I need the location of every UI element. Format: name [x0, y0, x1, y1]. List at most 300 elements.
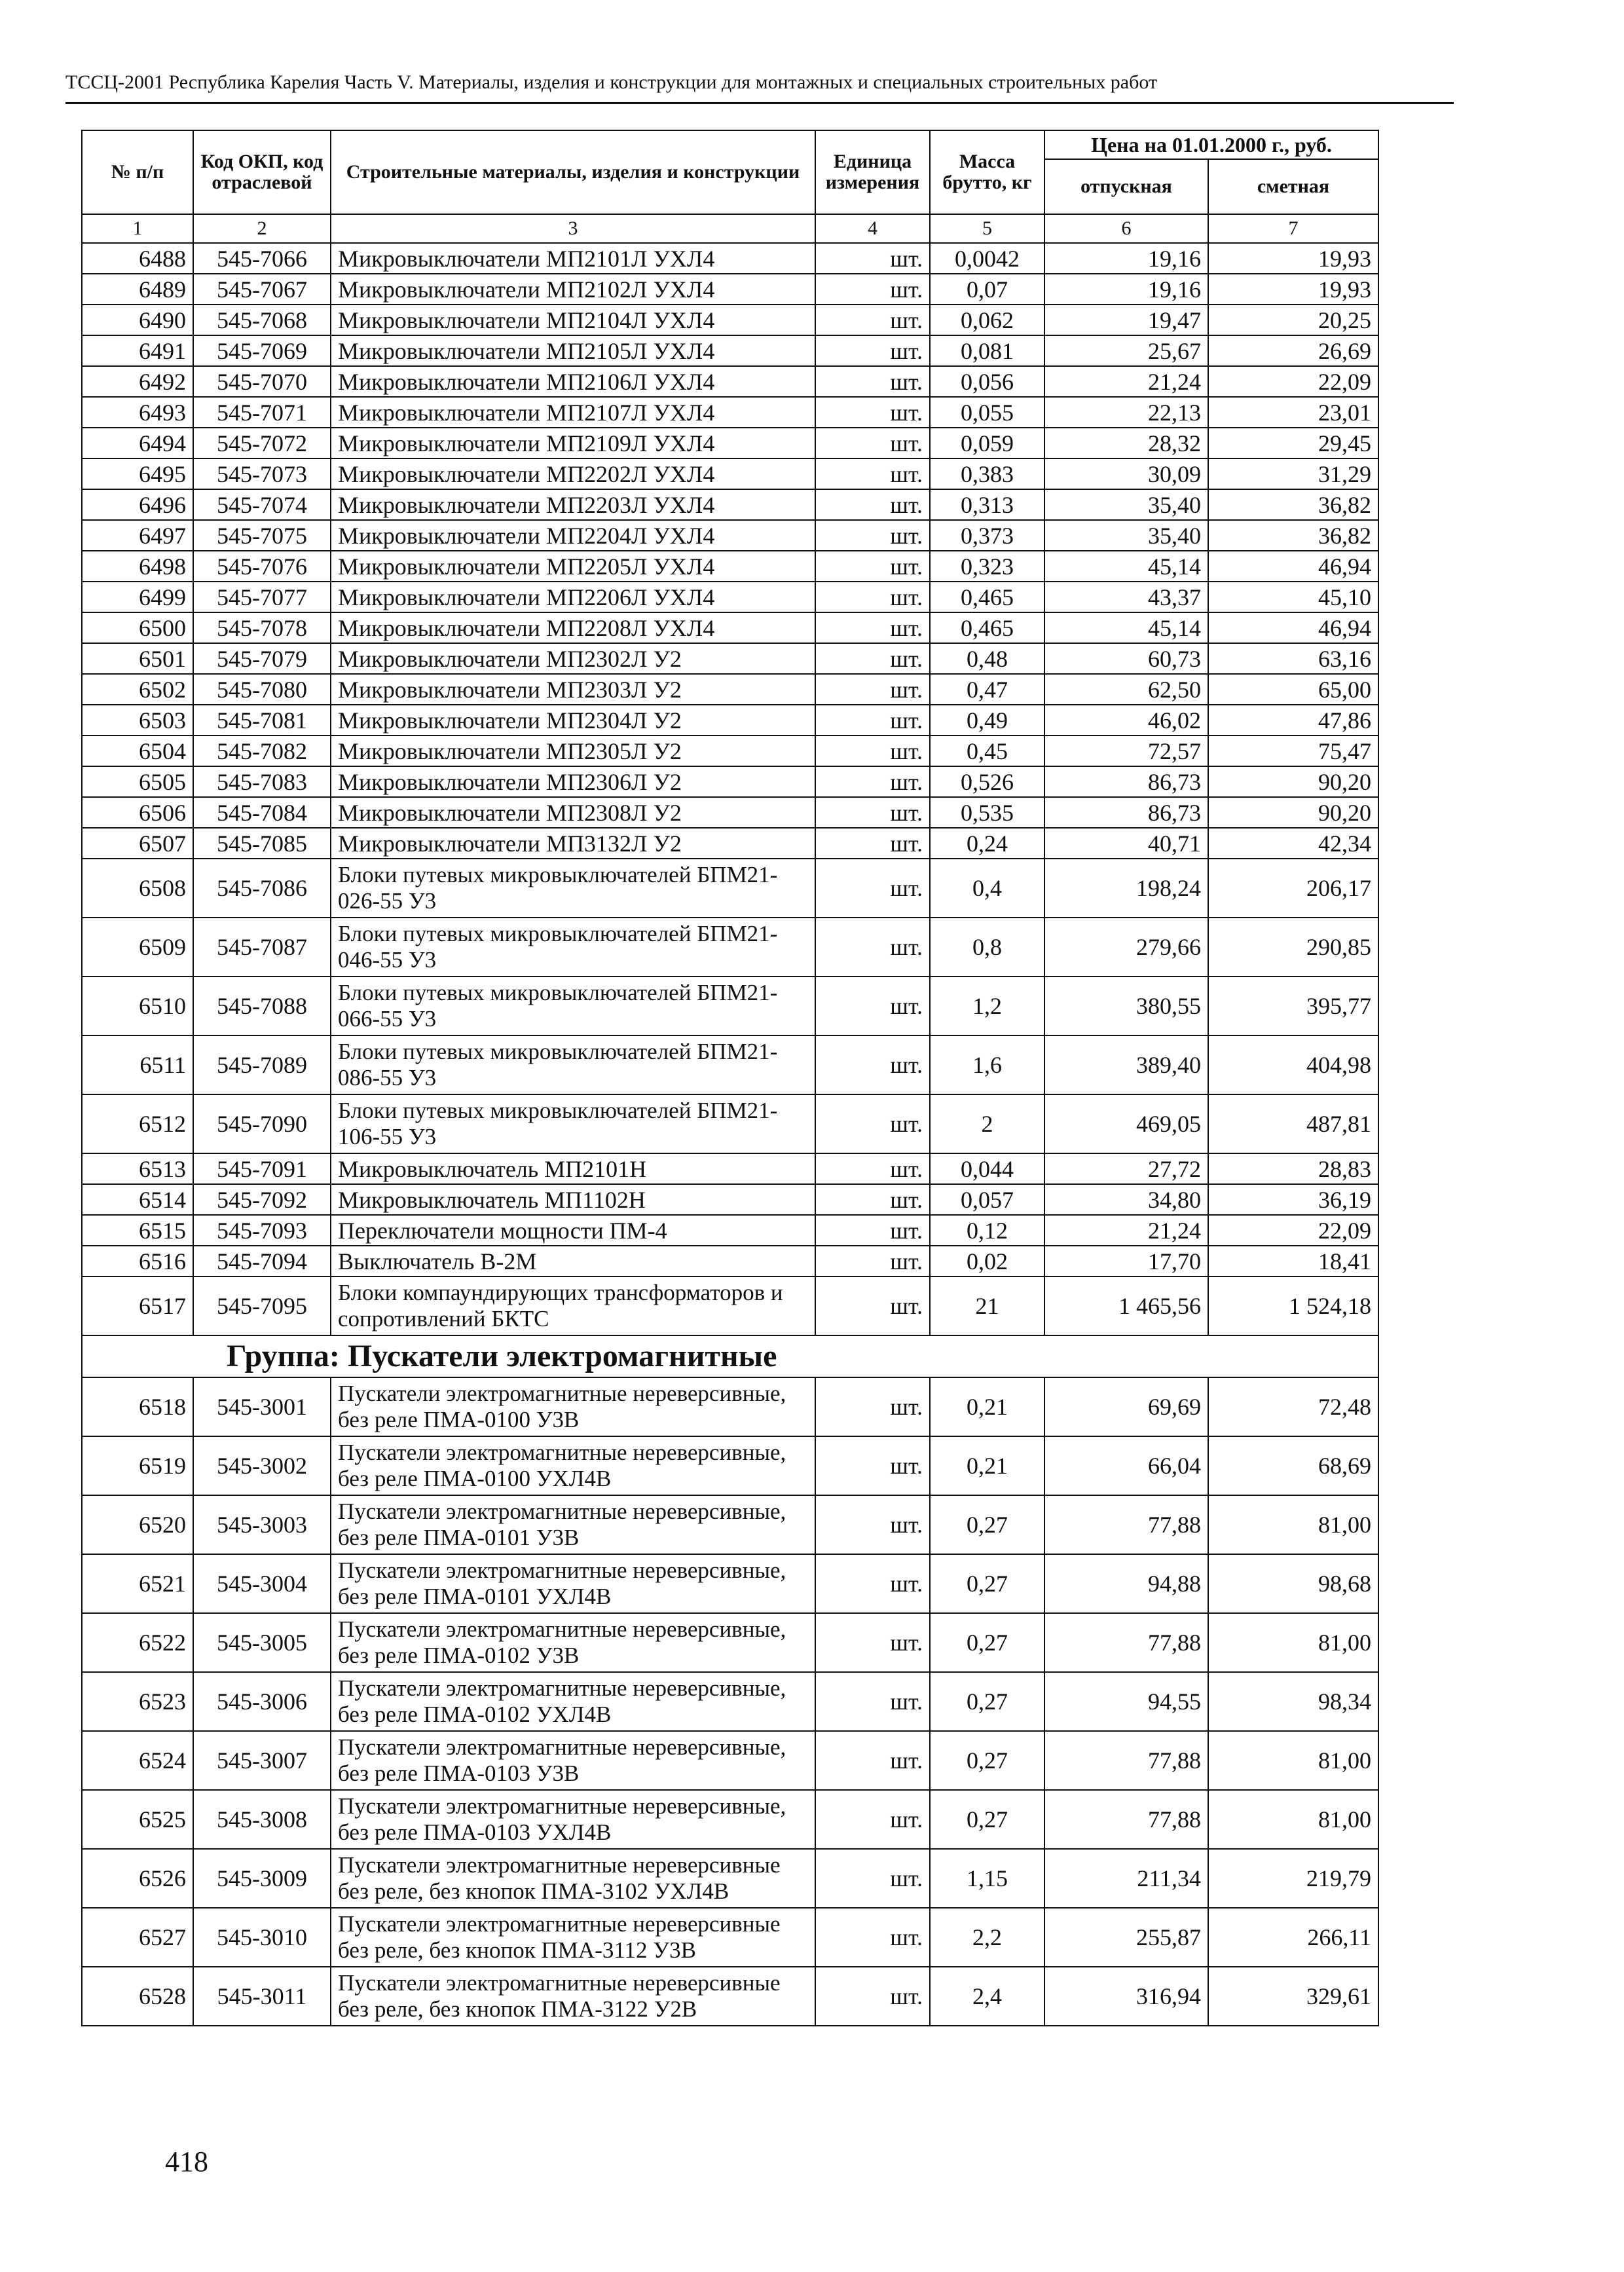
table-row	[82, 859, 1378, 918]
row-code: 545-7077	[193, 582, 331, 612]
row-code: 545-7078	[193, 612, 331, 643]
header-name: Строительные материалы, изделия и конструкции	[331, 130, 815, 214]
row-number: 6511	[82, 1035, 193, 1094]
table-row	[82, 458, 1378, 489]
row-number: 6493	[82, 397, 193, 428]
row-price-release: 22,13	[1044, 397, 1208, 428]
row-code: 545-3005	[193, 1613, 331, 1672]
row-number: 6506	[82, 797, 193, 828]
row-code: 545-7073	[193, 458, 331, 489]
group-section	[82, 1335, 1378, 1377]
row-mass: 0,465	[930, 612, 1044, 643]
row-name: Блоки путевых микровыключателей БПМ21-046-55 У3	[331, 918, 815, 977]
row-price-estimate: 28,83	[1208, 1153, 1378, 1184]
table-row	[82, 1153, 1378, 1184]
row-price-estimate: 36,82	[1208, 520, 1378, 551]
row-code: 545-7082	[193, 736, 331, 766]
row-unit: шт.	[815, 1153, 930, 1184]
row-price-estimate: 90,20	[1208, 797, 1378, 828]
row-price-release: 66,04	[1044, 1436, 1208, 1495]
row-unit: шт.	[815, 918, 930, 977]
row-code: 545-3003	[193, 1495, 331, 1554]
row-price-release: 21,24	[1044, 1215, 1208, 1246]
column-number: 6	[1044, 214, 1208, 243]
row-price-release: 35,40	[1044, 520, 1208, 551]
row-price-release: 30,09	[1044, 458, 1208, 489]
row-name: Пускатели электромагнитные нереверсивные без реле, без кнопок ПМА-3112 У3В	[331, 1908, 815, 1967]
row-price-release: 21,24	[1044, 366, 1208, 397]
row-name: Микровыключатели МП2101Л УХЛ4	[331, 243, 815, 274]
row-name: Пускатели электромагнитные нереверсивные без реле, без кнопок ПМА-3122 У2В	[331, 1967, 815, 2026]
row-code: 545-7086	[193, 859, 331, 918]
row-number: 6500	[82, 612, 193, 643]
row-price-estimate: 395,77	[1208, 977, 1378, 1035]
row-mass: 0,47	[930, 674, 1044, 705]
row-price-estimate: 19,93	[1208, 274, 1378, 305]
row-price-estimate: 20,25	[1208, 305, 1378, 335]
row-price-release: 35,40	[1044, 489, 1208, 520]
row-price-estimate: 329,61	[1208, 1967, 1378, 2026]
row-code: 545-7093	[193, 1215, 331, 1246]
table-row	[82, 1184, 1378, 1215]
row-unit: шт.	[815, 520, 930, 551]
row-name: Микровыключатель МП1102Н	[331, 1184, 815, 1215]
row-mass: 1,15	[930, 1849, 1044, 1908]
table-row	[82, 551, 1378, 582]
row-unit: шт.	[815, 397, 930, 428]
row-unit: шт.	[815, 1790, 930, 1849]
row-price-estimate: 81,00	[1208, 1613, 1378, 1672]
header-price-group: Цена на 01.01.2000 г., руб.	[1044, 130, 1378, 159]
column-number: 3	[331, 214, 815, 243]
row-mass: 0,062	[930, 305, 1044, 335]
row-number: 6518	[82, 1377, 193, 1436]
table-row	[82, 489, 1378, 520]
row-price-estimate: 19,93	[1208, 243, 1378, 274]
row-price-estimate: 36,82	[1208, 489, 1378, 520]
table-row	[82, 1967, 1378, 2026]
row-unit: шт.	[815, 977, 930, 1035]
row-price-estimate: 47,86	[1208, 705, 1378, 736]
row-price-estimate: 1 524,18	[1208, 1276, 1378, 1335]
row-mass: 0,535	[930, 797, 1044, 828]
table-row	[82, 520, 1378, 551]
row-number: 6527	[82, 1908, 193, 1967]
table-row	[82, 428, 1378, 458]
row-unit: шт.	[815, 766, 930, 797]
row-mass: 0,27	[930, 1554, 1044, 1613]
row-price-release: 1 465,56	[1044, 1276, 1208, 1335]
row-code: 545-7076	[193, 551, 331, 582]
table-row	[82, 1849, 1378, 1908]
row-number: 6495	[82, 458, 193, 489]
row-code: 545-3002	[193, 1436, 331, 1495]
row-name: Микровыключатель МП2101Н	[331, 1153, 815, 1184]
row-mass: 0,24	[930, 828, 1044, 859]
header-unit: Единица измерения	[815, 130, 930, 214]
row-number: 6525	[82, 1790, 193, 1849]
table-row	[82, 1276, 1378, 1335]
table-row	[82, 1908, 1378, 1967]
row-mass: 0,465	[930, 582, 1044, 612]
row-code: 545-7088	[193, 977, 331, 1035]
row-unit: шт.	[815, 1184, 930, 1215]
row-unit: шт.	[815, 489, 930, 520]
row-price-estimate: 22,09	[1208, 1215, 1378, 1246]
row-number: 6491	[82, 335, 193, 366]
row-code: 545-3006	[193, 1672, 331, 1731]
row-price-estimate: 63,16	[1208, 643, 1378, 674]
row-price-release: 40,71	[1044, 828, 1208, 859]
row-name: Пускатели электромагнитные нереверсивные, без реле ПМА-0103 УХЛ4В	[331, 1790, 815, 1849]
row-price-release: 469,05	[1044, 1094, 1208, 1153]
row-mass: 0,055	[930, 397, 1044, 428]
row-number: 6510	[82, 977, 193, 1035]
row-number: 6516	[82, 1246, 193, 1276]
row-code: 545-7067	[193, 274, 331, 305]
row-price-estimate: 29,45	[1208, 428, 1378, 458]
row-mass: 0,27	[930, 1672, 1044, 1731]
row-number: 6494	[82, 428, 193, 458]
row-name: Микровыключатели МП2107Л УХЛ4	[331, 397, 815, 428]
row-mass: 0,21	[930, 1377, 1044, 1436]
row-name: Микровыключатели МП2102Л УХЛ4	[331, 274, 815, 305]
table-row	[82, 582, 1378, 612]
row-name: Микровыключатели МП2306Л У2	[331, 766, 815, 797]
row-name: Пускатели электромагнитные нереверсивные, без реле ПМА-0101 У3В	[331, 1495, 815, 1554]
row-unit: шт.	[815, 1246, 930, 1276]
column-number: 2	[193, 214, 331, 243]
row-number: 6488	[82, 243, 193, 274]
row-name: Микровыключатели МП2305Л У2	[331, 736, 815, 766]
row-code: 545-7081	[193, 705, 331, 736]
row-price-estimate: 18,41	[1208, 1246, 1378, 1276]
table-body-starters	[82, 1377, 1378, 2026]
row-name: Микровыключатели МП2105Л УХЛ4	[331, 335, 815, 366]
row-price-estimate: 68,69	[1208, 1436, 1378, 1495]
row-name: Блоки путевых микровыключателей БПМ21-106-55 У3	[331, 1094, 815, 1153]
row-number: 6526	[82, 1849, 193, 1908]
row-price-release: 43,37	[1044, 582, 1208, 612]
table-row	[82, 1246, 1378, 1276]
row-code: 545-7087	[193, 918, 331, 977]
row-price-release: 77,88	[1044, 1613, 1208, 1672]
row-name: Микровыключатели МП2204Л УХЛ4	[331, 520, 815, 551]
row-price-release: 316,94	[1044, 1967, 1208, 2026]
row-price-estimate: 45,10	[1208, 582, 1378, 612]
row-number: 6528	[82, 1967, 193, 2026]
row-number: 6502	[82, 674, 193, 705]
row-mass: 0,4	[930, 859, 1044, 918]
row-price-estimate: 46,94	[1208, 551, 1378, 582]
table-row	[82, 828, 1378, 859]
row-code: 545-7068	[193, 305, 331, 335]
row-name: Микровыключатели МП2109Л УХЛ4	[331, 428, 815, 458]
group-row	[82, 1335, 1378, 1377]
row-name: Микровыключатели МП2202Л УХЛ4	[331, 458, 815, 489]
row-code: 545-3001	[193, 1377, 331, 1436]
row-price-release: 25,67	[1044, 335, 1208, 366]
row-unit: шт.	[815, 1215, 930, 1246]
row-price-estimate: 81,00	[1208, 1495, 1378, 1554]
row-name: Пускатели электромагнитные нереверсивные, без реле ПМА-0103 У3В	[331, 1731, 815, 1790]
row-price-estimate: 72,48	[1208, 1377, 1378, 1436]
row-code: 545-3004	[193, 1554, 331, 1613]
row-name: Пускатели электромагнитные нереверсивные, без реле ПМА-0100 УХЛ4В	[331, 1436, 815, 1495]
row-price-estimate: 487,81	[1208, 1094, 1378, 1153]
row-unit: шт.	[815, 1035, 930, 1094]
table-row	[82, 335, 1378, 366]
row-price-estimate: 404,98	[1208, 1035, 1378, 1094]
row-number: 6517	[82, 1276, 193, 1335]
row-code: 545-3011	[193, 1967, 331, 2026]
table-row	[82, 766, 1378, 797]
row-mass: 0,02	[930, 1246, 1044, 1276]
row-number: 6523	[82, 1672, 193, 1731]
table-row	[82, 305, 1378, 335]
row-mass: 1,2	[930, 977, 1044, 1035]
table-row	[82, 1672, 1378, 1731]
row-number: 6501	[82, 643, 193, 674]
row-price-release: 62,50	[1044, 674, 1208, 705]
row-code: 545-7074	[193, 489, 331, 520]
row-unit: шт.	[815, 1276, 930, 1335]
row-unit: шт.	[815, 1731, 930, 1790]
row-price-release: 19,16	[1044, 243, 1208, 274]
row-mass: 0,056	[930, 366, 1044, 397]
row-price-estimate: 98,68	[1208, 1554, 1378, 1613]
row-price-release: 19,16	[1044, 274, 1208, 305]
row-number: 6499	[82, 582, 193, 612]
page-number: 418	[165, 2146, 208, 2178]
row-name: Пускатели электромагнитные нереверсивные без реле, без кнопок ПМА-3102 УХЛ4В	[331, 1849, 815, 1908]
row-number: 6513	[82, 1153, 193, 1184]
row-unit: шт.	[815, 1377, 930, 1436]
row-price-estimate: 22,09	[1208, 366, 1378, 397]
row-mass: 0,21	[930, 1436, 1044, 1495]
row-price-estimate: 81,00	[1208, 1731, 1378, 1790]
row-unit: шт.	[815, 1613, 930, 1672]
row-price-estimate: 290,85	[1208, 918, 1378, 977]
table-row	[82, 1215, 1378, 1246]
row-name: Микровыключатели МП2303Л У2	[331, 674, 815, 705]
row-code: 545-7069	[193, 335, 331, 366]
row-name: Пускатели электромагнитные нереверсивные, без реле ПМА-0102 УХЛ4В	[331, 1672, 815, 1731]
row-price-release: 94,88	[1044, 1554, 1208, 1613]
row-mass: 0,8	[930, 918, 1044, 977]
row-name: Микровыключатели МП2208Л УХЛ4	[331, 612, 815, 643]
row-code: 545-7092	[193, 1184, 331, 1215]
row-price-release: 69,69	[1044, 1377, 1208, 1436]
row-name: Переключатели мощности ПМ-4	[331, 1215, 815, 1246]
row-mass: 0,044	[930, 1153, 1044, 1184]
row-code: 545-7091	[193, 1153, 331, 1184]
table-row	[82, 1035, 1378, 1094]
table-row	[82, 1554, 1378, 1613]
row-price-release: 198,24	[1044, 859, 1208, 918]
row-code: 545-3009	[193, 1849, 331, 1908]
row-code: 545-3010	[193, 1908, 331, 1967]
row-price-release: 28,32	[1044, 428, 1208, 458]
row-number: 6504	[82, 736, 193, 766]
row-unit: шт.	[815, 828, 930, 859]
row-code: 545-7083	[193, 766, 331, 797]
row-price-release: 27,72	[1044, 1153, 1208, 1184]
group-title: Группа: Пускатели электромагнитные	[82, 1335, 1378, 1377]
table-row	[82, 674, 1378, 705]
row-price-release: 46,02	[1044, 705, 1208, 736]
row-code: 545-7071	[193, 397, 331, 428]
row-price-estimate: 65,00	[1208, 674, 1378, 705]
row-unit: шт.	[815, 1495, 930, 1554]
row-price-release: 45,14	[1044, 612, 1208, 643]
row-code: 545-7079	[193, 643, 331, 674]
row-unit: шт.	[815, 458, 930, 489]
table-row	[82, 1495, 1378, 1554]
row-mass: 21	[930, 1276, 1044, 1335]
row-number: 6515	[82, 1215, 193, 1246]
table-row	[82, 1731, 1378, 1790]
row-name: Блоки путевых микровыключателей БПМ21-026-55 У3	[331, 859, 815, 918]
row-code: 545-7095	[193, 1276, 331, 1335]
row-unit: шт.	[815, 736, 930, 766]
row-number: 6509	[82, 918, 193, 977]
row-unit: шт.	[815, 1554, 930, 1613]
table-row	[82, 918, 1378, 977]
row-price-release: 72,57	[1044, 736, 1208, 766]
row-number: 6519	[82, 1436, 193, 1495]
row-code: 545-7094	[193, 1246, 331, 1276]
row-unit: шт.	[815, 859, 930, 918]
row-price-estimate: 46,94	[1208, 612, 1378, 643]
column-number: 4	[815, 214, 930, 243]
row-number: 6507	[82, 828, 193, 859]
row-name: Микровыключатели МП2308Л У2	[331, 797, 815, 828]
row-unit: шт.	[815, 243, 930, 274]
row-number: 6505	[82, 766, 193, 797]
row-mass: 0,057	[930, 1184, 1044, 1215]
table-row	[82, 397, 1378, 428]
row-unit: шт.	[815, 612, 930, 643]
table-row	[82, 243, 1378, 274]
row-name: Пускатели электромагнитные нереверсивные, без реле ПМА-0102 У3В	[331, 1613, 815, 1672]
row-price-release: 77,88	[1044, 1731, 1208, 1790]
row-name: Микровыключатели МП2206Л УХЛ4	[331, 582, 815, 612]
row-number: 6512	[82, 1094, 193, 1153]
column-number: 5	[930, 214, 1044, 243]
row-mass: 0,081	[930, 335, 1044, 366]
column-numbers-row	[82, 214, 1378, 243]
row-mass: 2,4	[930, 1967, 1044, 2026]
row-number: 6498	[82, 551, 193, 582]
row-price-estimate: 81,00	[1208, 1790, 1378, 1849]
row-price-release: 77,88	[1044, 1790, 1208, 1849]
header-rule	[65, 102, 1454, 104]
row-price-estimate: 90,20	[1208, 766, 1378, 797]
row-unit: шт.	[815, 274, 930, 305]
header-price-estimate: сметная	[1208, 159, 1378, 214]
row-mass: 0,49	[930, 705, 1044, 736]
table-body-microswitches	[82, 214, 1378, 1335]
row-number: 6492	[82, 366, 193, 397]
header-num: № п/п	[82, 130, 193, 214]
row-price-release: 34,80	[1044, 1184, 1208, 1215]
row-name: Пускатели электромагнитные нереверсивные, без реле ПМА-0100 У3В	[331, 1377, 815, 1436]
row-number: 6497	[82, 520, 193, 551]
row-unit: шт.	[815, 366, 930, 397]
row-price-release: 19,47	[1044, 305, 1208, 335]
column-number: 1	[82, 214, 193, 243]
row-number: 6508	[82, 859, 193, 918]
row-code: 545-3008	[193, 1790, 331, 1849]
row-mass: 0,27	[930, 1613, 1044, 1672]
table-row	[82, 643, 1378, 674]
row-code: 545-7070	[193, 366, 331, 397]
row-unit: шт.	[815, 643, 930, 674]
row-number: 6496	[82, 489, 193, 520]
row-number: 6521	[82, 1554, 193, 1613]
row-number: 6520	[82, 1495, 193, 1554]
row-mass: 2	[930, 1094, 1044, 1153]
row-unit: шт.	[815, 1672, 930, 1731]
row-mass: 0,07	[930, 274, 1044, 305]
row-price-release: 17,70	[1044, 1246, 1208, 1276]
row-name: Микровыключатели МП2304Л У2	[331, 705, 815, 736]
row-code: 545-7090	[193, 1094, 331, 1153]
table-row	[82, 612, 1378, 643]
row-code: 545-7075	[193, 520, 331, 551]
row-name: Микровыключатели МП3132Л У2	[331, 828, 815, 859]
row-unit: шт.	[815, 428, 930, 458]
row-number: 6503	[82, 705, 193, 736]
row-code: 545-7085	[193, 828, 331, 859]
row-code: 545-7089	[193, 1035, 331, 1094]
row-price-release: 45,14	[1044, 551, 1208, 582]
row-price-release: 255,87	[1044, 1908, 1208, 1967]
row-unit: шт.	[815, 582, 930, 612]
row-name: Микровыключатели МП2205Л УХЛ4	[331, 551, 815, 582]
row-name: Микровыключатели МП2302Л У2	[331, 643, 815, 674]
row-unit: шт.	[815, 551, 930, 582]
row-code: 545-7072	[193, 428, 331, 458]
row-price-release: 94,55	[1044, 1672, 1208, 1731]
row-mass: 0,27	[930, 1731, 1044, 1790]
row-mass: 0,27	[930, 1790, 1044, 1849]
table-row	[82, 1377, 1378, 1436]
row-price-release: 86,73	[1044, 797, 1208, 828]
row-mass: 0,12	[930, 1215, 1044, 1246]
row-price-release: 77,88	[1044, 1495, 1208, 1554]
row-name: Микровыключатели МП2203Л УХЛ4	[331, 489, 815, 520]
row-code: 545-7080	[193, 674, 331, 705]
table-row	[82, 977, 1378, 1035]
table-row	[82, 705, 1378, 736]
row-mass: 0,313	[930, 489, 1044, 520]
header-price-release: отпускная	[1044, 159, 1208, 214]
row-mass: 1,6	[930, 1035, 1044, 1094]
table-row	[82, 274, 1378, 305]
row-name: Блоки путевых микровыключателей БПМ21-066-55 У3	[331, 977, 815, 1035]
row-price-release: 389,40	[1044, 1035, 1208, 1094]
row-mass: 0,373	[930, 520, 1044, 551]
row-unit: шт.	[815, 1967, 930, 2026]
row-unit: шт.	[815, 674, 930, 705]
row-mass: 0,0042	[930, 243, 1044, 274]
table-row	[82, 1436, 1378, 1495]
table-row	[82, 1613, 1378, 1672]
row-price-release: 211,34	[1044, 1849, 1208, 1908]
row-price-estimate: 75,47	[1208, 736, 1378, 766]
